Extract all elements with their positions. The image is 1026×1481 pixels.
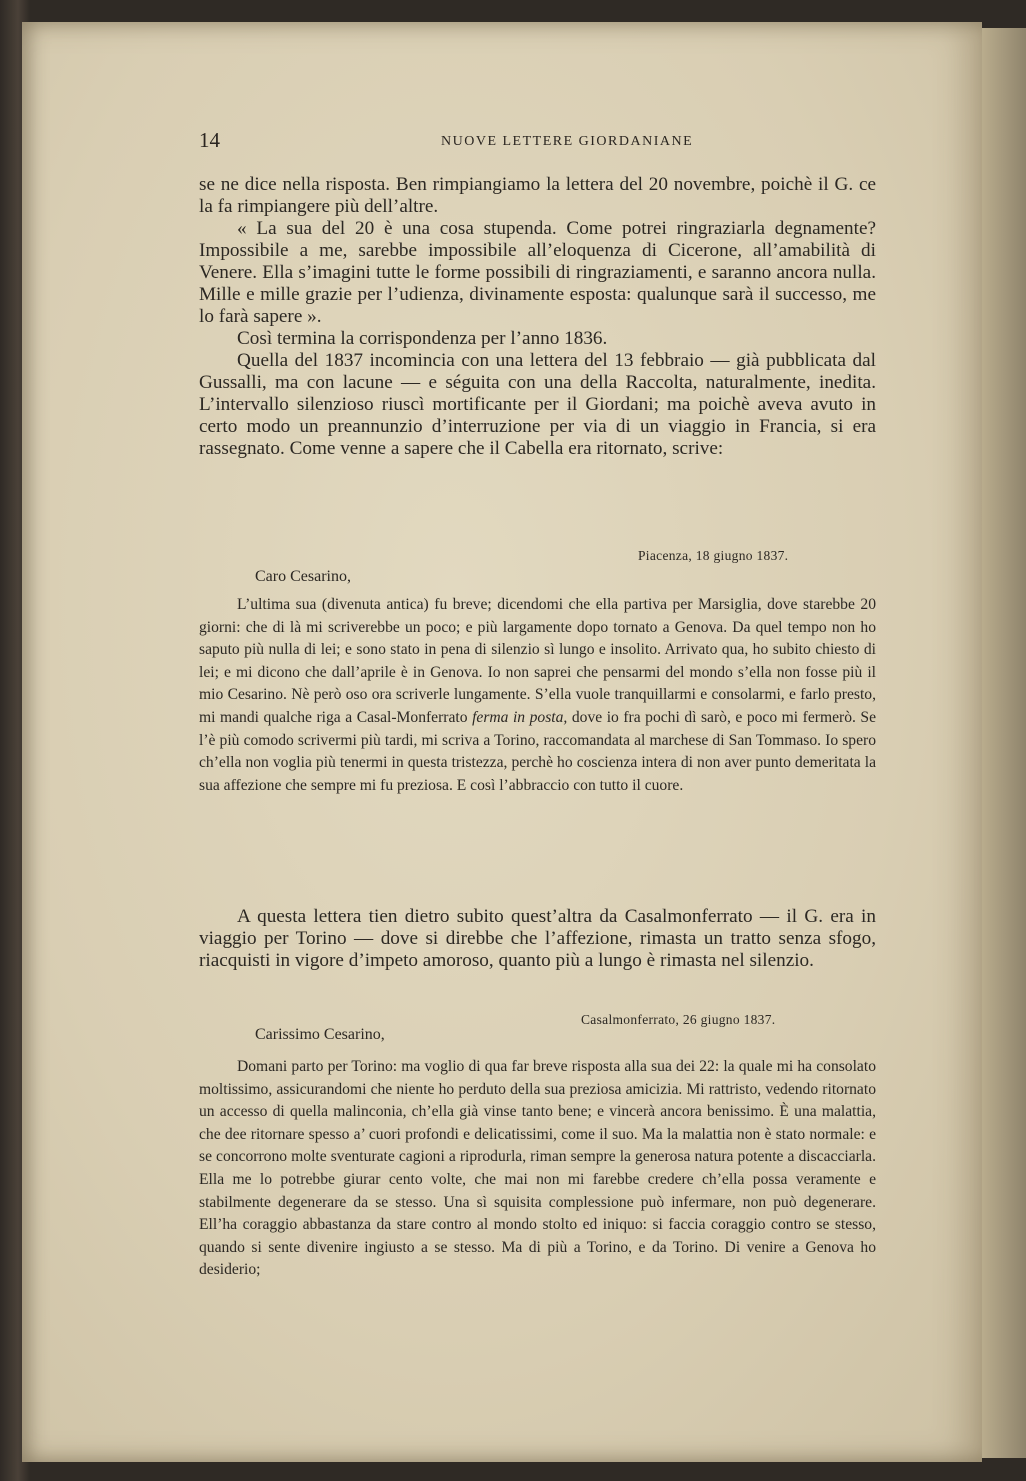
- letter2-body: [199, 1056, 876, 1282]
- letter1-text-a: L’ultima sua (divenuta antica) fu breve; dicendomi che ella partiva per Marsiglia, dove starebbe 20 giorni: che di là mi scriverebbe un poco; e più largamente dopo tornato a Genova. Da quel tempo non ho saputo più nulla di lei; e sono stato in pena di silenzio sì lungo e insolito. Arrivato qua, ho subito chiesto di lei; e mi dicono che dall’aprile è in Genova. Io non saprei che pensarmi del mondo s’ella non fosse più il mio Cesarino. Nè però oso ora scriverle lungamente. S’ella vuole tranquillarmi e consolarmi, e farlo presto, mi mandi qualche riga a Casal-Monferrato: [199, 596, 876, 726]
- letter1-dateline: Piacenza, 18 giugno 1837.: [638, 548, 789, 563]
- running-title: NUOVE LETTERE GIORDANIANE: [441, 134, 694, 149]
- letter2-salutation: Carissimo Cesarino,: [255, 1026, 385, 1043]
- interlude-paragraph: A questa lettera tien dietro subito quest’altra da Casalmonferrato — il G. era in viaggio per Torino — dove si direbbe che l’affezione, rimasta un tratto senza sfogo, riacquisti in vigore d’impeto amoroso, quanto più a lungo è rimasta nel silenzio.: [199, 906, 876, 971]
- interlude-text: [199, 906, 876, 972]
- intro-paragraph-4: Quella del 1837 incomincia con una lettera del 13 febbraio — già pubblicata dal Gussalli, ma con lacune — e séguita con una della Raccolta, naturalmente, inedita. L’intervallo silenzioso riuscì mortificante per il Giordani; ma poichè aveva avuto in certo modo un preannunzio d’interruzione per via di un viaggio in Francia, si era rassegnato. Come venne a sapere che il Cabella era ritornato, scrive:: [199, 350, 876, 459]
- letter2-paragraph: Domani parto per Torino: ma voglio di qua far breve risposta alla sua dei 22: la quale mi ha consolato moltissimo, assicurandomi che niente ho perduto della sua preziosa amicizia. Mi rattristo, vedendo ritornato un accesso di quella malinconia, ch’ella già vinse tanto bene; e vincerà ancora benissimo. È una malattia, che dee ritornare spesso a’ cuori profondi e delicatissimi, come il suo. Ma la malattia non è stato normale: e se concorrono molte sventurate cagioni a riprodurla, riman sempre la generosa natura potente a discacciarla. Ella me lo potrebbe giurar cento volte, che mai non mi farebbe credere ch’ella possa veramente e stabilmente degenerare da se stesso. Una sì squisita complessione può infermare, non può degenerare. Ell’ha coraggio abbastanza da stare contro al mondo stolto ed iniquo: si faccia coraggio contro se stesso, quando si sente divenire ingiusto a se stesso. Ma di più a Torino, e da Torino. Di venire a Genova ho desiderio;: [199, 1058, 876, 1279]
- letter1-body: [199, 594, 876, 797]
- page-number: 14: [199, 128, 220, 152]
- letter2-dateline: Casalmonferrato, 26 giugno 1837.: [581, 1012, 776, 1027]
- intro-paragraph-2: « La sua del 20 è una cosa stupenda. Come potrei ringraziarla degnamente? Impossibile a me, sarebbe impossibile all’eloquenza di Cicerone, all’amabilità di Venere. Ella s’imagini tutte le forme possibili di ringraziamenti, e saranno ancora nulla. Mille e mille grazie per l’udienza, divinamente esposta: qualunque sarà il successo, me lo farà sapere ».: [199, 218, 876, 327]
- intro-paragraph-3: Così termina la corrispondenza per l’anno 1836.: [237, 328, 608, 349]
- intro-text: [199, 174, 876, 460]
- letter1-text-b: dove io fra pochi dì sarò, e poco mi fermerò. Se l’è più comodo scrivermi più tardi, mi scriva a Torino, raccomandata al marchese di San Tommaso. Io spero ch’ella non voglia più tenermi in questa tristezza, perchè ho coscienza intera di non aver punto demeritata la sua affezione che sempre mi fu preziosa. E così l’abbraccio con tutto il cuore.: [199, 708, 877, 794]
- letter1-salutation: Caro Cesarino,: [255, 568, 351, 585]
- letter1-italic: ferma in posta,: [472, 708, 568, 726]
- letter1-paragraph: [199, 594, 876, 797]
- intro-paragraph-1: se ne dice nella risposta. Ben rimpiangiamo la lettera del 20 novembre, poichè il G. ce la fa rimpiangere più dell’altre.: [199, 174, 876, 217]
